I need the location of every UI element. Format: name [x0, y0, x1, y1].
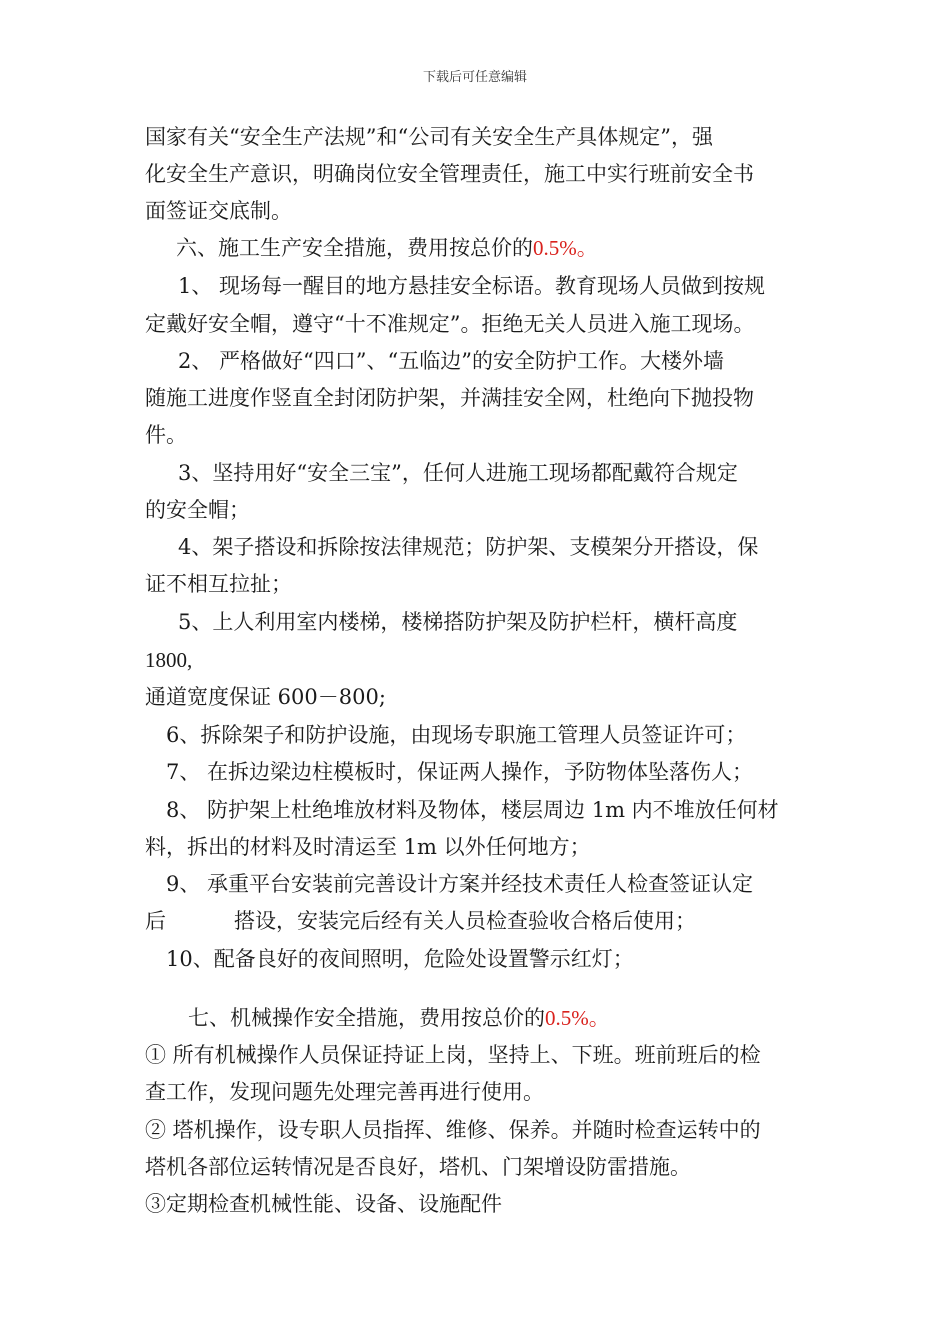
list-item-5-line: 5、上人利用室内楼梯，楼梯搭防护架及防护栏杆，横杆高度 [178, 610, 738, 634]
list-item-3-line: 的安全帽； [145, 498, 250, 522]
list-item-2-line: 2、 严格做好“四口”、“五临边”的安全防护工作。大楼外墙 [178, 349, 724, 373]
list-item-10-line: 10、配备良好的夜间照明，危险处设置警示红灯； [166, 947, 634, 971]
list-item-1-line: 1、 现场每一醒目的地方悬挂安全标语。教育现场人员做到按规 [178, 274, 766, 298]
paragraph-line: 国家有关“安全生产法规”和“公司有关安全生产具体规定”，强 [145, 125, 713, 149]
section-seven-fee-percent: 0.5%。 [545, 1006, 610, 1030]
list-item-2-line: 件。 [145, 423, 187, 447]
list-item-1-line: 定戴好安全帽，遵守“十不准规定”。拒绝无关人员进入施工现场。 [145, 312, 755, 336]
section-six-heading [176, 234, 598, 262]
list-item-5-line: 通道宽度保证 600－800; [145, 685, 386, 709]
list-item-2-line: 随施工进度作竖直全封闭防护架，并满挂安全网，杜绝向下抛投物 [145, 386, 754, 410]
machine-item-2-line: 塔机各部位运转情况是否良好，塔机、门架增设防雷措施。 [145, 1155, 691, 1179]
paragraph-line: 化安全生产意识，明确岗位安全管理责任，施工中实行班前安全书 [145, 162, 754, 186]
section-six-title: 六、施工生产安全措施，费用按总价的 [176, 236, 533, 260]
section-seven-title: 七、机械操作安全措施，费用按总价的 [188, 1006, 545, 1030]
page-header: 下载后可任意编辑 [422, 70, 527, 85]
list-item-9-line: 搭设，安装完后经有关人员检查验收合格后使用； [234, 909, 696, 933]
list-item-4-line: 证不相互拉扯； [145, 572, 292, 596]
section-seven-heading [188, 1004, 610, 1032]
paragraph-line: 面签证交底制。 [145, 199, 292, 223]
list-item-5-line: 1800, [145, 648, 193, 672]
section-six-fee-percent: 0.5%。 [533, 236, 598, 260]
list-item-9-line: 后 [145, 909, 166, 933]
list-item-7-line: 7、 在拆边梁边柱模板时，保证两人操作，予防物体坠落伤人； [166, 760, 754, 784]
list-item-6-line: 6、拆除架子和防护设施，由现场专职施工管理人员签证许可； [166, 723, 747, 747]
machine-item-1-line: 查工作，发现问题先处理完善再进行使用。 [145, 1080, 544, 1104]
list-item-8-line: 料，拆出的材料及时清运至 1m 以外任何地方； [145, 835, 591, 859]
list-item-9-line: 9、 承重平台安装前完善设计方案并经技术责任人检查签证认定 [166, 872, 754, 896]
list-item-8-line: 8、 防护架上杜绝堆放材料及物体，楼层周边 1m 内不堆放任何材 [166, 798, 779, 822]
machine-item-1-line: ① 所有机械操作人员保证持证上岗，坚持上、下班。班前班后的检 [145, 1043, 761, 1067]
list-item-4-line: 4、架子搭设和拆除按法律规范；防护架、支模架分开搭设，保 [178, 535, 759, 559]
list-item-3-line: 3、坚持用好“安全三宝”，任何人进施工现场都配戴符合规定 [178, 461, 738, 485]
machine-item-2-line: ② 塔机操作，设专职人员指挥、维修、保养。并随时检查运转中的 [145, 1118, 761, 1142]
machine-item-3-line: ③定期检查机械性能、设备、设施配件 [145, 1192, 502, 1216]
